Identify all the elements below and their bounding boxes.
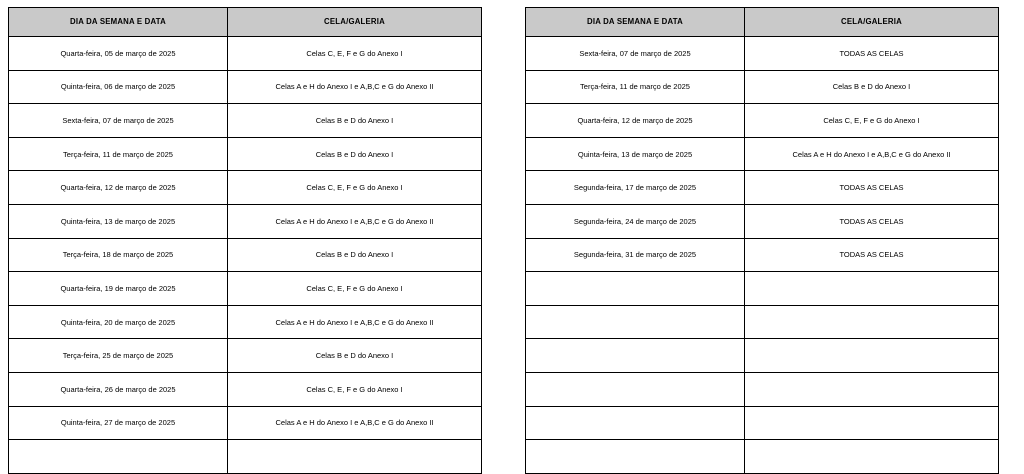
table-row: [9, 171, 482, 205]
table-row: [526, 339, 999, 373]
cell-text: [745, 387, 998, 391]
cell-text: Celas B e D do Anexo I: [315, 250, 394, 260]
table-row: [9, 104, 482, 138]
table-row: [9, 70, 482, 104]
table-row: [526, 406, 999, 440]
cell-text: Celas A e H do Anexo I e A,B,C e G do Anexo II: [275, 216, 434, 226]
cell-day-date: [9, 70, 228, 104]
cell-day-date: [9, 171, 228, 205]
cell-day-date: [526, 104, 745, 138]
cell-cell-gallery: [228, 440, 482, 474]
cell-day-date: [9, 104, 228, 138]
table-row: [526, 238, 999, 272]
cell-day-date: [526, 440, 745, 474]
cell-cell-gallery: [228, 171, 482, 205]
cell-day-date: [526, 204, 745, 238]
cell-text: Quinta-feira, 20 de março de 2025: [60, 317, 176, 327]
table-row: [526, 440, 999, 474]
cell-cell-gallery: [228, 70, 482, 104]
table-body-right: [526, 37, 999, 474]
cell-day-date: [526, 171, 745, 205]
schedule-table-left: [8, 7, 482, 474]
cell-day-date: [526, 37, 745, 71]
cell-day-date: [9, 339, 228, 373]
cell-text: [526, 387, 744, 391]
cell-text: Quinta-feira, 13 de março de 2025: [577, 149, 693, 159]
table-row: [9, 440, 482, 474]
cell-cell-gallery: [745, 70, 999, 104]
column-header-cell-gallery: CELA/GALERIA: [745, 8, 999, 37]
cell-text: Celas A e H do Anexo I e A,B,C e G do Anexo II: [792, 149, 951, 159]
cell-day-date: [526, 372, 745, 406]
cell-text: Quarta-feira, 19 de março de 2025: [60, 283, 176, 293]
cell-text: [745, 354, 998, 358]
cell-day-date: [9, 406, 228, 440]
cell-day-date: [526, 272, 745, 306]
cell-cell-gallery: [745, 440, 999, 474]
cell-text: Segunda-feira, 24 de março de 2025: [573, 216, 697, 226]
cell-text: Celas B e D do Anexo I: [315, 149, 394, 159]
cell-text: [526, 286, 744, 290]
cell-cell-gallery: [745, 339, 999, 373]
table-row: [9, 305, 482, 339]
cell-cell-gallery: [745, 204, 999, 238]
cell-text: Sexta-feira, 07 de março de 2025: [62, 115, 174, 125]
table-row: [526, 70, 999, 104]
cell-day-date: [9, 272, 228, 306]
column-header-cell-gallery: CELA/GALERIA: [228, 8, 482, 37]
cell-text: Celas B e D do Anexo I: [315, 351, 394, 361]
cell-text: Quinta-feira, 06 de março de 2025: [60, 82, 176, 92]
schedule-table-right: [525, 7, 999, 474]
table-row: [526, 37, 999, 71]
cell-cell-gallery: [228, 104, 482, 138]
cell-day-date: [526, 339, 745, 373]
cell-day-date: [9, 204, 228, 238]
cell-text: [745, 454, 998, 458]
cell-text: Terça-feira, 25 de março de 2025: [62, 351, 174, 361]
cell-text: TODAS AS CELAS: [839, 48, 904, 58]
cell-text: Celas A e H do Anexo I e A,B,C e G do Anexo II: [275, 317, 434, 327]
cell-text: [526, 421, 744, 425]
cell-cell-gallery: [745, 104, 999, 138]
table-row: [9, 339, 482, 373]
cell-cell-gallery: [745, 137, 999, 171]
cell-text: [745, 320, 998, 324]
cell-text: [526, 454, 744, 458]
cell-text: Celas C, E, F e G do Anexo I: [306, 283, 403, 293]
cell-day-date: [526, 305, 745, 339]
cell-text: Quarta-feira, 12 de março de 2025: [577, 115, 693, 125]
cell-day-date: [526, 70, 745, 104]
table-row: [526, 137, 999, 171]
cell-text: TODAS AS CELAS: [839, 216, 904, 226]
table-body-left: [9, 37, 482, 474]
cell-text: Quarta-feira, 05 de março de 2025: [60, 48, 176, 58]
cell-cell-gallery: [228, 272, 482, 306]
cell-cell-gallery: [745, 406, 999, 440]
table-row: [9, 272, 482, 306]
cell-text: Segunda-feira, 17 de março de 2025: [573, 183, 697, 193]
cell-text: TODAS AS CELAS: [839, 183, 904, 193]
cell-text: [9, 454, 227, 458]
cell-day-date: [9, 137, 228, 171]
cell-cell-gallery: [228, 238, 482, 272]
cell-text: Segunda-feira, 31 de março de 2025: [573, 250, 697, 260]
cell-cell-gallery: [228, 372, 482, 406]
cell-text: Quinta-feira, 13 de março de 2025: [60, 216, 176, 226]
cell-day-date: [526, 137, 745, 171]
cell-text: Celas C, E, F e G do Anexo I: [306, 48, 403, 58]
header-row: [9, 8, 482, 37]
cell-text: [228, 454, 481, 458]
cell-cell-gallery: [228, 37, 482, 71]
cell-text: [526, 354, 744, 358]
cell-cell-gallery: [228, 305, 482, 339]
table-row: [526, 272, 999, 306]
cell-cell-gallery: [228, 137, 482, 171]
header-row: [526, 8, 999, 37]
cell-cell-gallery: [745, 305, 999, 339]
cell-text: Quinta-feira, 27 de março de 2025: [60, 418, 176, 428]
cell-cell-gallery: [745, 171, 999, 205]
table-row: [9, 372, 482, 406]
cell-cell-gallery: [745, 272, 999, 306]
column-header-day-date: DIA DA SEMANA E DATA: [526, 8, 745, 37]
cell-day-date: [9, 37, 228, 71]
table-row: [9, 37, 482, 71]
cell-day-date: [9, 440, 228, 474]
cell-cell-gallery: [745, 238, 999, 272]
table-row: [526, 204, 999, 238]
cell-text: Celas B e D do Anexo I: [315, 115, 394, 125]
cell-text: Quarta-feira, 12 de março de 2025: [60, 183, 176, 193]
cell-cell-gallery: [745, 372, 999, 406]
cell-cell-gallery: [228, 204, 482, 238]
cell-text: Terça-feira, 18 de março de 2025: [62, 250, 174, 260]
cell-text: [745, 286, 998, 290]
cell-text: [526, 320, 744, 324]
table-row: [526, 372, 999, 406]
cell-text: Terça-feira, 11 de março de 2025: [63, 149, 173, 159]
cell-text: Quarta-feira, 26 de março de 2025: [60, 384, 176, 394]
cell-text: Celas A e H do Anexo I e A,B,C e G do Anexo II: [275, 418, 434, 428]
table-row: [526, 305, 999, 339]
cell-text: Celas C, E, F e G do Anexo I: [823, 115, 920, 125]
cell-text: TODAS AS CELAS: [839, 250, 904, 260]
table-row: [9, 238, 482, 272]
table-row: [9, 406, 482, 440]
cell-day-date: [526, 406, 745, 440]
cell-cell-gallery: [228, 406, 482, 440]
cell-text: Celas C, E, F e G do Anexo I: [306, 183, 403, 193]
table-row: [526, 104, 999, 138]
cell-day-date: [9, 305, 228, 339]
cell-text: Sexta-feira, 07 de março de 2025: [579, 48, 691, 58]
table-row: [526, 171, 999, 205]
table-row: [9, 204, 482, 238]
cell-text: Terça-feira, 11 de março de 2025: [580, 82, 690, 92]
cell-text: Celas B e D do Anexo I: [832, 82, 911, 92]
cell-text: [745, 421, 998, 425]
cell-day-date: [9, 372, 228, 406]
table-row: [9, 137, 482, 171]
table-header-right: [526, 8, 999, 37]
cell-text: Celas A e H do Anexo I e A,B,C e G do Anexo II: [275, 82, 434, 92]
cell-day-date: [526, 238, 745, 272]
cell-cell-gallery: [228, 339, 482, 373]
cell-text: Celas C, E, F e G do Anexo I: [306, 384, 403, 394]
cell-cell-gallery: [745, 37, 999, 71]
table-header-left: [9, 8, 482, 37]
column-header-day-date: DIA DA SEMANA E DATA: [9, 8, 228, 37]
cell-day-date: [9, 238, 228, 272]
